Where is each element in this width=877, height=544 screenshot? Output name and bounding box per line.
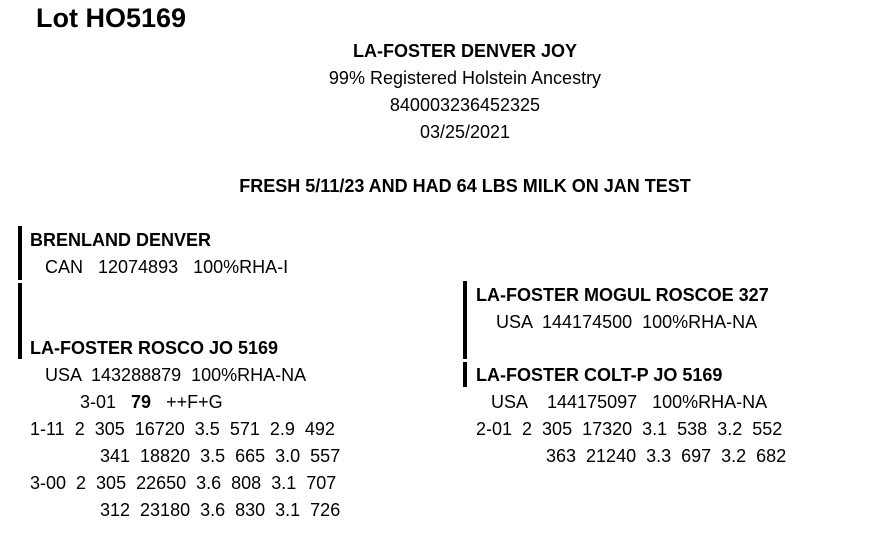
animal-ancestry: 99% Registered Holstein Ancestry	[328, 68, 602, 88]
grandsire-registration: USA 144174500 100%RHA-NA	[496, 312, 758, 332]
dam-registration: USA 143288879 100%RHA-NA	[45, 365, 307, 385]
granddam-record-row: 2-01 2 305 17320 3.1 538 3.2 552	[476, 419, 783, 439]
dam-name: LA-FOSTER ROSCO JO 5169	[30, 338, 279, 358]
dam-class-grade: ++F+G	[166, 392, 223, 412]
granddam-registration: USA 144175097 100%RHA-NA	[491, 392, 768, 412]
granddam-name: LA-FOSTER COLT-P JO 5169	[476, 365, 723, 385]
dam-bracket-line	[18, 283, 22, 359]
animal-id: 840003236452325	[389, 95, 541, 115]
dam-record-row: 341 18820 3.5 665 3.0 557	[100, 446, 341, 466]
granddam-bracket-line	[463, 362, 467, 387]
freshening-note: FRESH 5/11/23 AND HAD 64 LBS MILK ON JAN TEST	[239, 176, 691, 196]
granddam-record-row: 363 21240 3.3 697 3.2 682	[546, 446, 787, 466]
lot-number: Lot HO5169	[36, 3, 187, 33]
animal-name: LA-FOSTER DENVER JOY	[352, 41, 578, 61]
dam-record-row: 3-00 2 305 22650 3.6 808 3.1 707	[30, 473, 337, 493]
sire-registration: CAN 12074893 100%RHA-I	[45, 257, 289, 277]
dam-class-age: 3-01	[80, 392, 117, 412]
sire-bracket-line	[18, 226, 22, 280]
dam-record-row: 312 23180 3.6 830 3.1 726	[100, 500, 341, 520]
dam-classification	[80, 392, 223, 413]
dam-class-score: 79	[131, 392, 152, 412]
sire-name: BRENLAND DENVER	[30, 230, 212, 250]
grandsire-name: LA-FOSTER MOGUL ROSCOE 327	[476, 285, 769, 305]
grandsire-bracket-line	[463, 281, 467, 359]
animal-birthdate: 03/25/2021	[419, 122, 511, 142]
dam-record-row: 1-11 2 305 16720 3.5 571 2.9 492	[30, 419, 335, 439]
